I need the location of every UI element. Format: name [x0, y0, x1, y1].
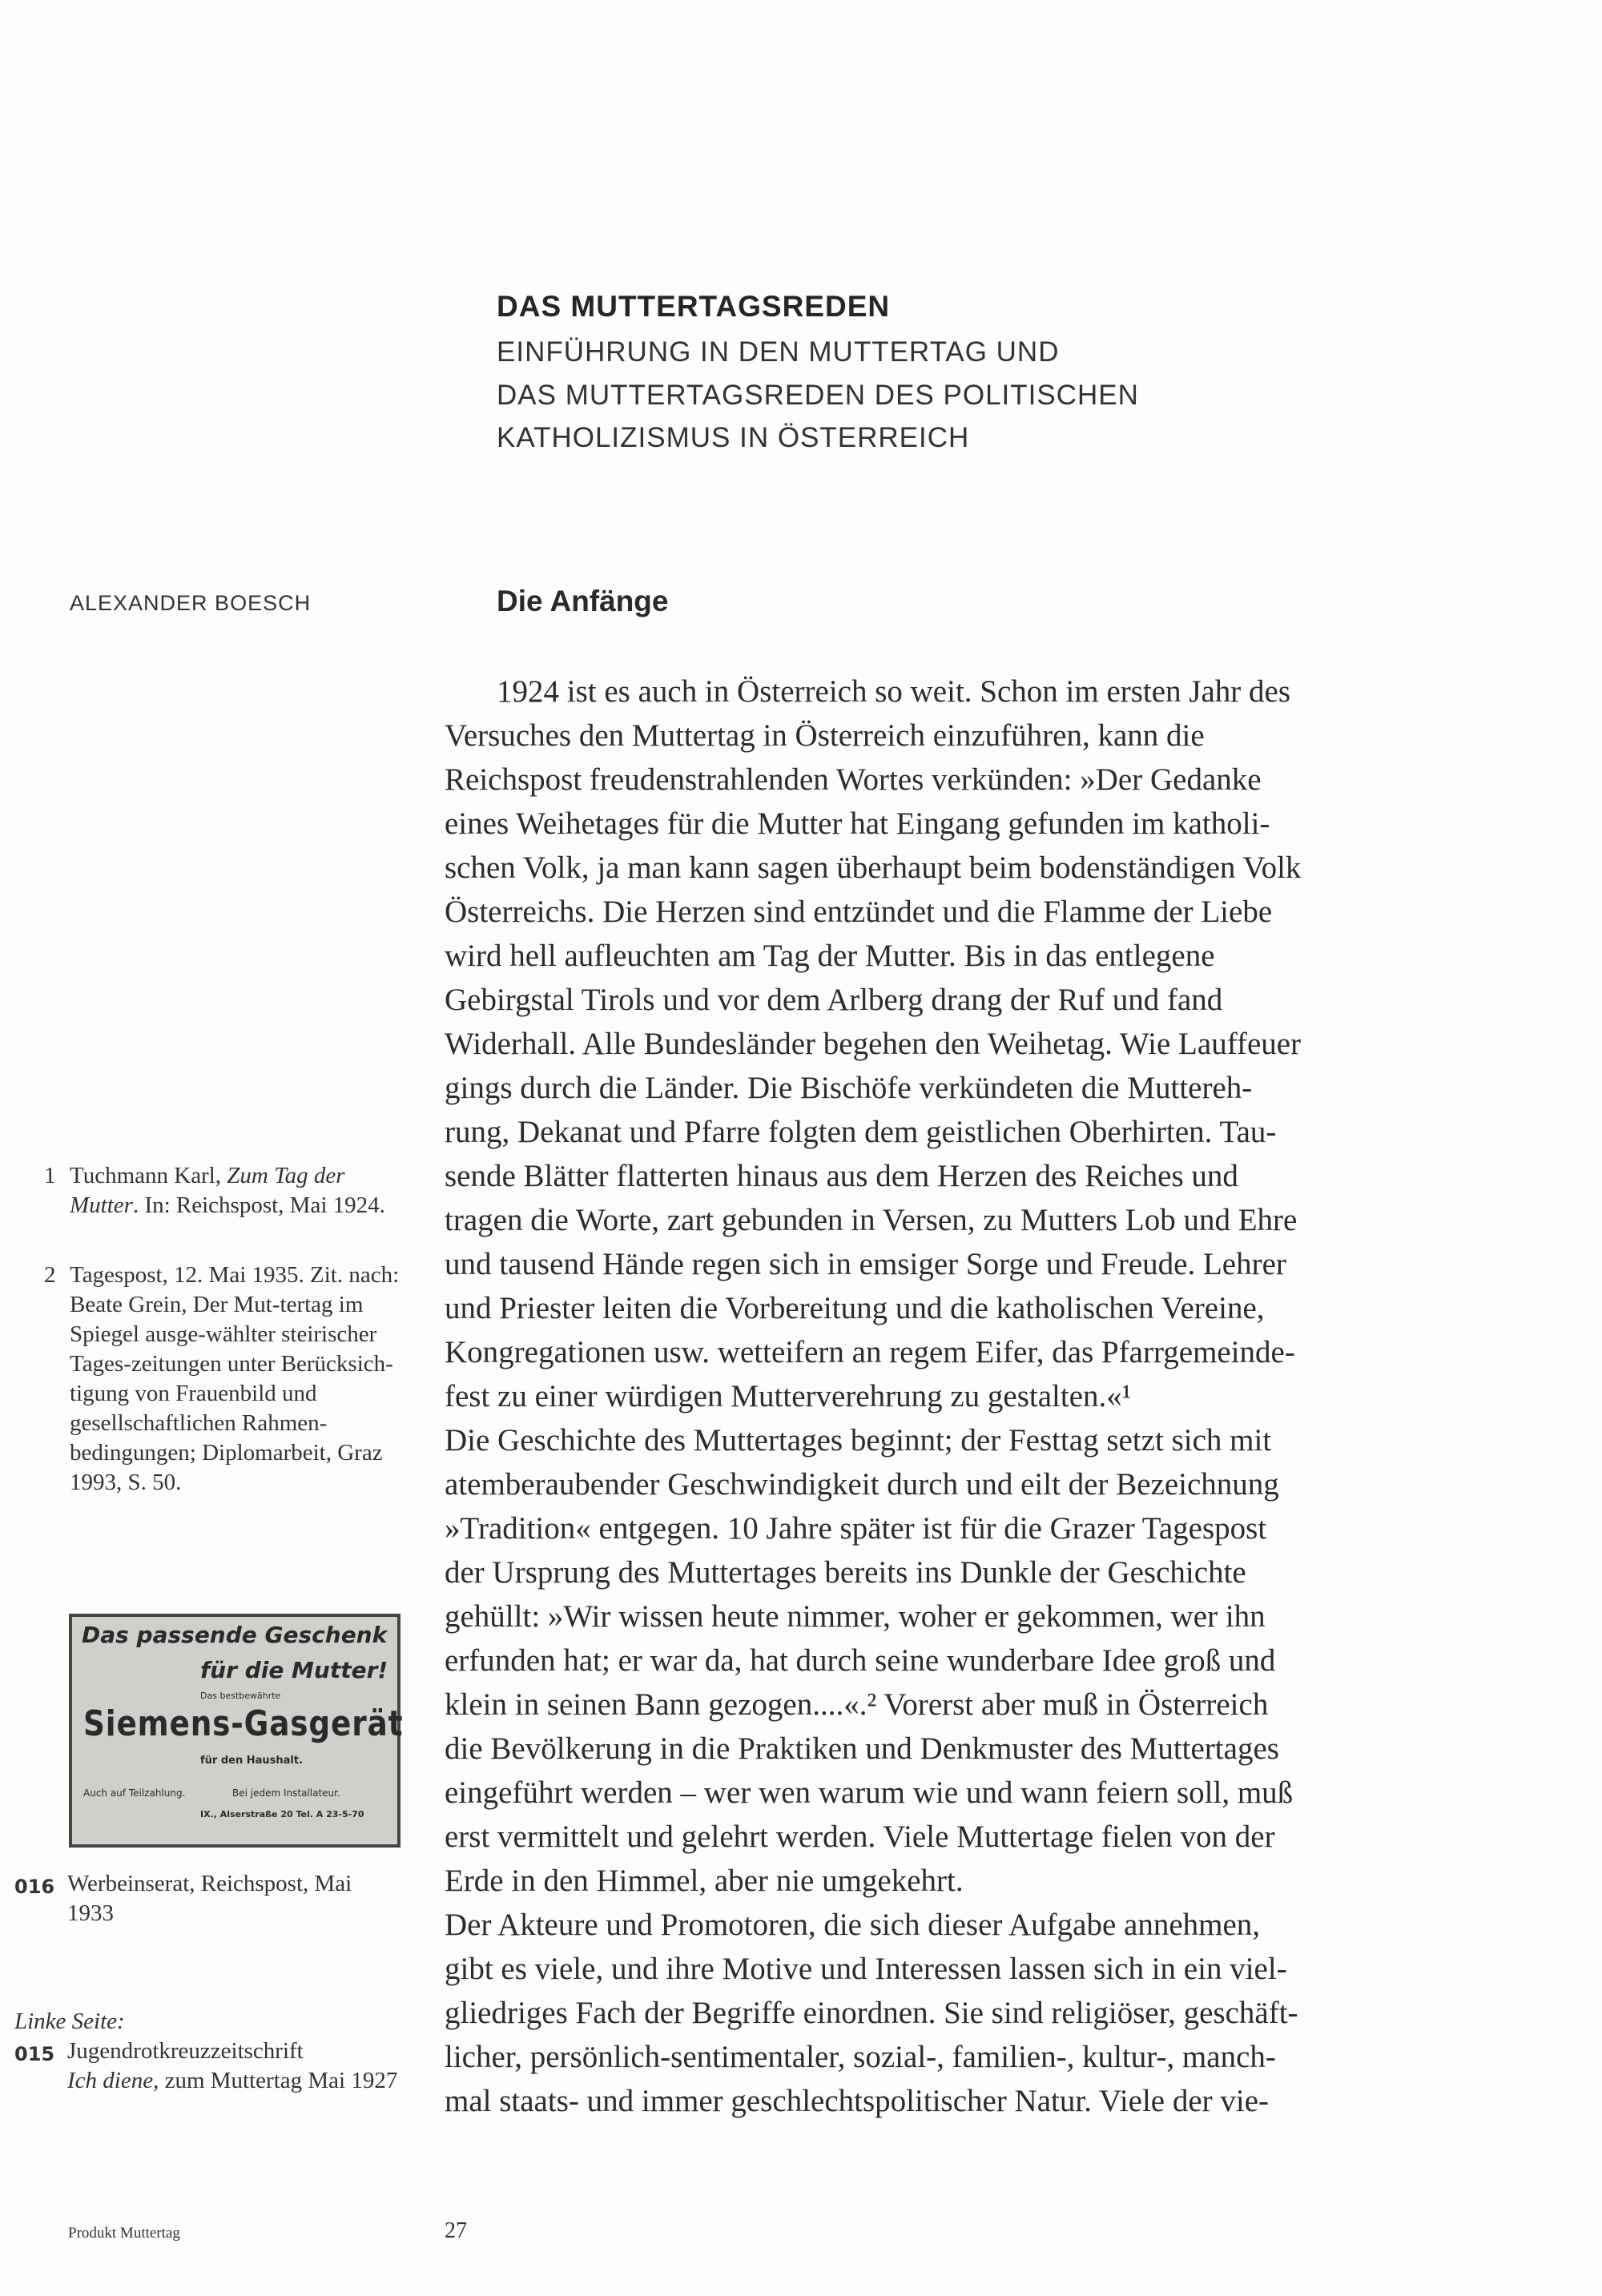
body-line: eines Weihetages für die Mutter hat Eingang gefunden im katholi- — [445, 806, 1270, 841]
footnote-text: Tuchmann Karl, — [70, 1163, 227, 1188]
ad-text: für den Haushalt. — [200, 1755, 304, 1767]
footnote-text: . In: Reichspost, Mai 1924. — [132, 1192, 385, 1218]
body-line: gibt es viele, und ihre Motive und Interessen lassen sich in ein viel- — [445, 1952, 1287, 1986]
footnote-1 — [44, 1161, 405, 1220]
body-line: Gebirgstal Tirols und vor dem Arlberg drang der Ruf und fand — [445, 983, 1223, 1017]
body-line: mal staats- und immer geschlechtspolitischer Natur. Viele der vie- — [445, 2084, 1270, 2118]
caption-title: Ich diene — [67, 2068, 154, 2093]
body-line: fest zu einer würdigen Mutterverehrung zu gestalten.«¹ — [445, 1379, 1132, 1413]
section-heading: Die Anfänge — [497, 585, 669, 617]
body-line: atemberaubender Geschwindigkeit durch und eilt der Bezeichnung — [445, 1467, 1279, 1502]
body-line: licher, persönlich-sentimentaler, sozial-, familien-, kultur-, manch- — [445, 2040, 1276, 2074]
body-line: Der Akteure und Promotoren, die sich dieser Aufgabe annehmen, — [445, 1908, 1261, 1942]
body-line: erfunden hat; er war da, hat durch seine wunderbare Idee groß und — [445, 1643, 1276, 1678]
running-footer: Produkt Muttertag — [68, 2225, 180, 2242]
ad-text: Bei jedem Installateur. — [232, 1787, 340, 1799]
body-line: sende Blätter flatterten hinaus aus dem Herzen des Reiches und — [445, 1159, 1238, 1193]
body-line: Erde in den Himmel, aber nie umgekehrt. — [445, 1864, 964, 1898]
chapter-title: DAS MUTTERTAGSREDEN — [497, 290, 891, 323]
ad-headline: Das passende Geschenk — [82, 1622, 388, 1648]
body-line: und tausend Hände regen sich in emsiger Sorge und Freude. Lehrer — [445, 1247, 1286, 1281]
figure-number: 016 — [14, 1876, 55, 1898]
chapter-subtitle-line: KATHOLIZISMUS IN ÖSTERREICH — [497, 422, 970, 453]
figure-caption-016 — [14, 1869, 399, 1928]
chapter-subtitle-line: EINFÜHRUNG IN DEN MUTTERTAG UND — [497, 336, 1060, 368]
caption-text: , zum Muttertag Mai 1927 — [153, 2068, 398, 2093]
body-line: Widerhall. Alle Bundesländer begehen den Weihetag. Wie Lauffeuer — [445, 1027, 1302, 1061]
footnote-2 — [44, 1261, 405, 1498]
caption-text: Jugendrotkreuzzeitschrift — [67, 2038, 304, 2064]
body-line: eingeführt werden – wer wen warum wie und wann feiern soll, muß — [445, 1775, 1294, 1810]
ad-text: Auch auf Teilzahlung. — [83, 1787, 186, 1799]
ad-brand: Siemens-Gasgerät — [83, 1703, 404, 1744]
body-line: die Bevölkerung in die Praktiken und Denkmuster des Muttertages — [445, 1731, 1279, 1766]
caption-text: Werbeinserat, Reichspost, Mai 1933 — [67, 1871, 352, 1926]
footnote-text: Tagespost, 12. Mai 1935. Zit. nach: Beate Grein, Der Mut-tertag im Spiegel ausge-wählter steirischer Tages-zeitungen unter Berücksich-tigung von Frauenbild und gesellschaftlichen Rahmen-bedingungen; Diplomarbeit, Graz 1993, S. 50. — [70, 1262, 400, 1495]
body-line: gehüllt: »Wir wissen heute nimmer, woher er gekommen, wer ihn — [445, 1599, 1266, 1634]
body-line: und Priester leiten die Vorbereitung und die katholischen Vereine, — [445, 1291, 1265, 1325]
body-line: »Tradition« entgegen. 10 Jahre später ist für die Grazer Tagespost — [445, 1511, 1267, 1546]
left-page-label — [14, 2007, 399, 2037]
ad-headline: für die Mutter! — [200, 1657, 388, 1683]
author-name: ALEXANDER BOESCH — [70, 591, 312, 615]
body-line: gliedriges Fach der Begriffe einordnen. Sie sind religiöser, geschäft- — [445, 1996, 1298, 2030]
figure-number: 015 — [14, 2043, 55, 2065]
ad-text: Das bestbewährte — [200, 1691, 281, 1701]
body-line: Reichspost freudenstrahlenden Wortes verkünden: »Der Gedanke — [445, 762, 1262, 797]
body-line: der Ursprung des Muttertages bereits ins Dunkle der Geschichte — [445, 1555, 1246, 1590]
body-line: Österreichs. Die Herzen sind entzündet und die Flamme der Liebe — [445, 895, 1273, 929]
body-line: klein in seinen Bann gezogen....«.² Vorerst aber muß in Österreich — [445, 1687, 1269, 1722]
body-line: gings durch die Länder. Die Bischöfe verkündeten die Muttereh- — [445, 1071, 1253, 1105]
ad-address: IX., Alserstraße 20 Tel. A 23-5-70 — [200, 1809, 364, 1820]
body-line: 1924 ist es auch in Österreich so weit. Schon im ersten Jahr des — [497, 674, 1291, 709]
body-line: erst vermittelt und gelehrt werden. Viele Muttertage fielen von der — [445, 1820, 1275, 1854]
body-line: Kongregationen usw. wetteifern an regem Eifer, das Pfarrgemeinde- — [445, 1335, 1295, 1369]
body-line: tragen die Worte, zart gebunden in Versen, zu Mutters Lob und Ehre — [445, 1203, 1298, 1237]
body-line: wird hell aufleuchten am Tag der Mutter. Bis in das entlegene — [445, 939, 1215, 973]
body-line: Versuches den Muttertag in Österreich einzuführen, kann die — [445, 718, 1205, 753]
page-number: 27 — [445, 2218, 467, 2243]
body-text — [445, 669, 1510, 2123]
body-line: schen Volk, ja man kann sagen überhaupt beim bodenständigen Volk — [445, 850, 1302, 885]
footnote-title: Zum Tag der Mutter — [70, 1163, 345, 1218]
footnote-number: 1 — [44, 1163, 56, 1188]
footnote-number: 2 — [44, 1262, 56, 1288]
caption-label: Linke Seite: — [14, 2008, 125, 2034]
siemens-advertisement-image — [69, 1614, 404, 1848]
chapter-subtitle-line: DAS MUTTERTAGSREDEN DES POLITISCHEN — [497, 380, 1139, 411]
body-line: rung, Dekanat und Pfarre folgten dem geistlichen Oberhirten. Tau- — [445, 1115, 1277, 1149]
figure-caption-015 — [14, 2037, 399, 2096]
body-line: Die Geschichte des Muttertages beginnt; der Festtag setzt sich mit — [445, 1423, 1272, 1458]
